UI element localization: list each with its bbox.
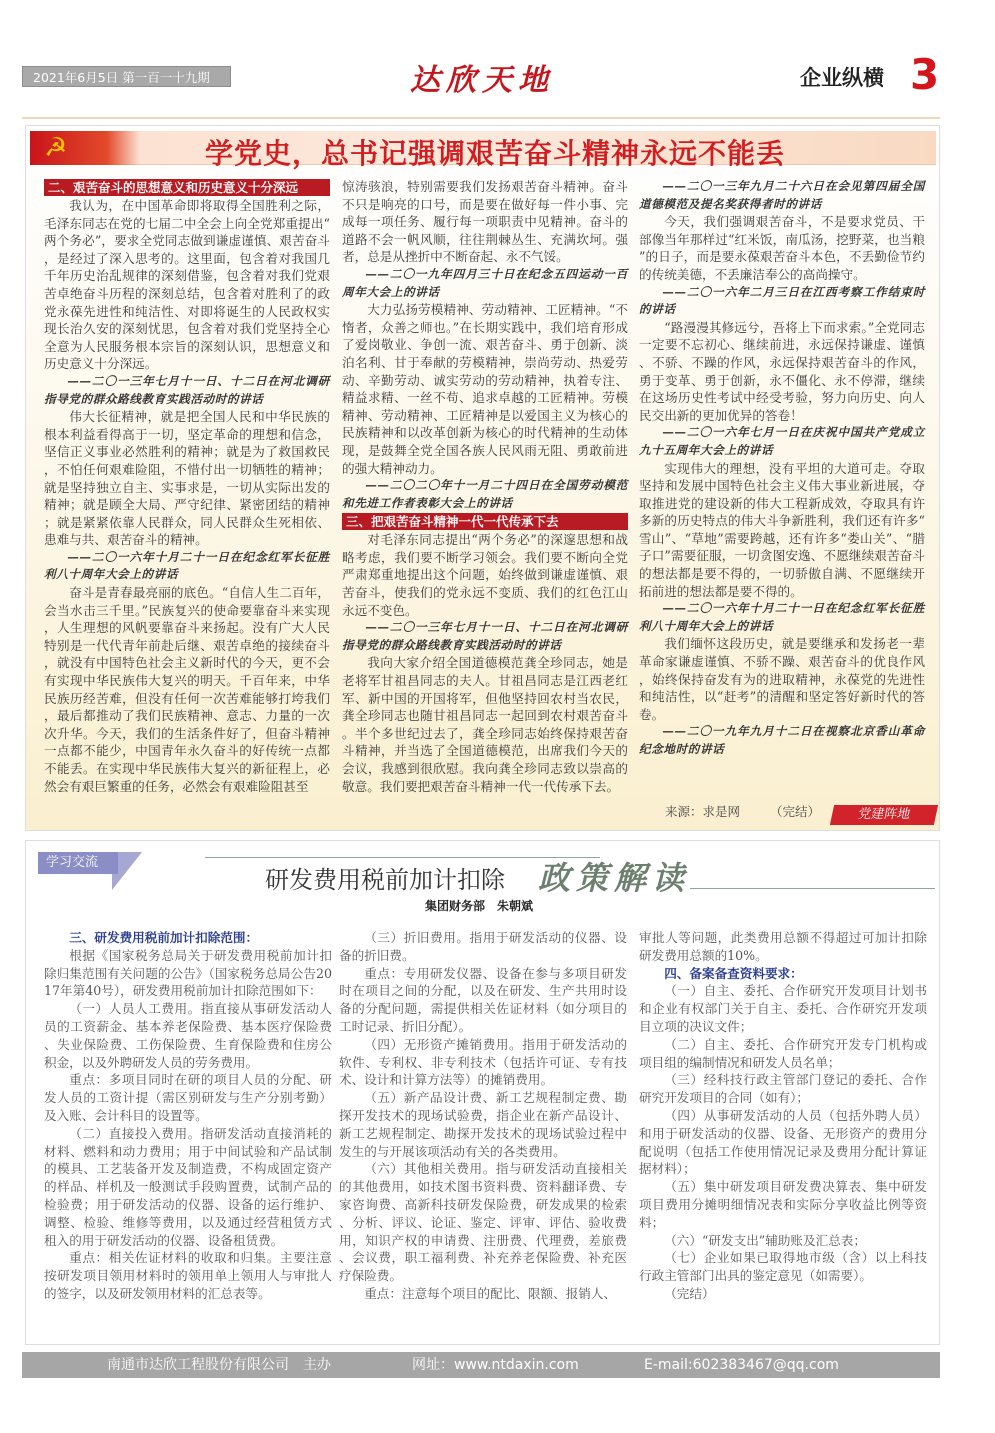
paragraph: 重点：注意每个项目的配比、限额、报销人、 (364, 1285, 617, 1301)
article-column-1 (44, 929, 332, 1303)
speech-source: ——二〇一三年九月二十六日在会见第四届全国道德模范及提名奖获得者时的讲话 (639, 179, 925, 211)
paragraph: 重点：相关佐证材料的收取和归集。主要注意按研发项目领用材料时的领用单上领用人与审批人的签字，以及研发领用材料的汇总表等。 (44, 1250, 332, 1301)
header-divider (22, 117, 940, 119)
paragraph: 奋斗是青春最亮丽的底色。“自信人生二百年，会当水击三千里。”民族复兴的使命要靠奋斗来实现，人生理想的风帆要靠奋斗来扬起。没有广大人民特别是一代代青年前赴后继、艰苦卓绝的接续奋斗，就没有中国特色社会主义新时代的今天，更不会有实现中华民族伟大复兴的明天。千百年来，中华民族历经苦难，但没有任何一次苦难能够打垮我们，最后都推动了我们民族精神、意志、力量的一次次升华。今天，我们的生活条件好了，但奋斗精神一点都不能少，中国青年永久奋斗的好传统一点都不能丢。在实现中华民族伟大复兴的新征程上，必然会有艰巨繁重的任务，必然会有艰难险阻甚至 (44, 585, 330, 794)
page-number: 3 (910, 50, 940, 99)
paragraph: （完结） (664, 1285, 715, 1301)
paragraph: （五）新产品设计费、新工艺规程制定费、勘探开发技术的现场试验费，指企业在新产品设计、新工艺规程制定、勘探开发技术的现场试验过程中发生的与开展该项活动有关的各类费用。 (339, 1090, 627, 1159)
speech-source: ——二〇一三年七月十一日、十二日在河北调研指导党的群众路线教育实践活动时的讲话 (44, 373, 330, 406)
paragraph: 大力弘扬劳模精神、劳动精神、工匠精神。“不惰者，众善之师也。”在长期实践中，我们培育形成了爱岗敬业、争创一流、艰苦奋斗、勇于创新、淡泊名利、甘于奉献的劳模精神，崇尚劳动、热爱劳动、辛勤劳动、诚实劳动的劳动精神，执着专注、精益求精、一丝不苟、追求卓越的工匠精神。劳模精神、劳动精神、工匠精神是以爱国主义为核心的民族精神和以改革创新为核心的时代精神的生动体现，是鼓舞全党全国各族人民风雨无阻、勇敢前进的强大精神动力。 (342, 302, 628, 476)
study-tag: 学习交流 (38, 852, 118, 874)
section-heading: 四、备案备查资料要求： (664, 965, 803, 981)
paragraph: （三）折旧费用。指用于研发活动的仪器、设备的折旧费。 (339, 930, 627, 963)
paragraph: （六）其他相关费用。指与研发活动直接相关的其他费用，如技术图书资料费、资料翻译费、专家咨询费、高新科技研发保险费，研发成果的检索、分析、评议、论证、鉴定、评审、评估、验收费用，知识产权的申请费、注册费、代理费，差旅费、会议费，职工福利费、补充养老保险费、补充医疗保险费。 (339, 1161, 627, 1284)
paragraph: “路漫漫其修远兮，吾将上下而求索。”全党同志一定要不忘初心、继续前进，永远保持谦虚、谨慎、不骄、不躁的作风，永远保持艰苦奋斗的作风，勇于变革、勇于创新，永不僵化、永不停滞，继续在这场历史性考试中经受考验，努力向历史、向人民交出新的更加优异的答卷！ (639, 319, 925, 423)
speech-source: ——二〇一三年七月十一日、十二日在河北调研指导党的群众路线教育实践活动时的讲话 (342, 620, 628, 652)
section-heading: 二、艰苦奋斗的思想意义和历史意义十分深远 (44, 179, 330, 196)
paragraph: 重点：多项目同时在研的项目人员的分配、研发人员的工资计提（需区别研发与生产分别考勤）及入账、会计科目的设置等。 (44, 1072, 332, 1123)
speech-source: ——二〇二〇年十一月二十四日在全国劳动模范和先进工作者表彰大会上的讲话 (342, 478, 628, 510)
footer-bar (22, 1352, 940, 1378)
paragraph: （三）经科技行政主管部门登记的委托、合作研究开发项目的合同（如有）； (639, 1072, 927, 1106)
article-column-3 (639, 178, 925, 759)
title-rule (690, 888, 935, 889)
paragraph: 对毛泽东同志提出“两个务必”的深邃思想和战略考虑，我们要不断学习领会。我们要不断向全党严肃郑重地提出这个问题，始终做到谦虚谨慎、艰苦奋斗，使我们的党永远不变质、我们的红色江山永远不变色。 (342, 532, 628, 618)
speech-source: ——二〇一九年四月三十日在纪念五四运动一百周年大会上的讲话 (342, 266, 628, 299)
article-source: 来源：求是网 (665, 804, 741, 819)
paragraph: 伟大长征精神，就是把全国人民和中华民族的根本利益看得高于一切，坚定革命的理想和信念，坚信正义事业必然胜利的精神；就是为了救国救民，不怕任何艰难险阻，不惜付出一切牺牲的精神；就是坚持独立自主、实事求是，一切从实际出发的精神；就是顾全大局、严守纪律、紧密团结的精神；就是紧紧依靠人民群众，同人民群众生死相依、患难与共、艰苦奋斗的精神。 (44, 409, 330, 548)
paragraph: （六）“研发支出”辅助账及汇总表； (664, 1232, 866, 1248)
masthead-logo: 达欣天地 (410, 63, 554, 98)
column-tag: 党建阵地 (830, 805, 938, 825)
speech-source: ——二〇一六年十月二十一日在纪念红军长征胜利八十周年大会上的讲话 (639, 601, 925, 633)
paragraph: （四）无形资产摊销费用。指用于研发活动的软件、专利权、非专利技术（包括许可证、专有技术、设计和计算方法等）的摊销费用。 (339, 1036, 627, 1088)
paragraph: 我向大家介绍全国道德模范龚全珍同志，她是老将军甘祖昌同志的夫人。甘祖昌同志是江西老红军、新中国的开国将军，但他坚持回农村当农民，龚全珍同志也随甘祖昌同志一起回到农村艰苦奋斗。半个多世纪过去了，龚全珍同志始终保持艰苦奋斗精神，并当选了全国道德模范，出席我们今天的会议，我感到很欣慰。我向龚全珍同志致以崇高的敬意。我们要把艰苦奋斗精神一代一代传承下去。 (342, 655, 628, 794)
paragraph: 惊涛骇浪，特别需要我们发扬艰苦奋斗精神。奋斗不只是响亮的口号，而是要在做好每一件小事、完成每一项任务、履行每一项职责中见精神。奋斗的道路不会一帆风顺，往往荆棘丛生、充满坎坷。强者，总是从挫折中不断奋起、永不气馁。 (342, 179, 628, 265)
paragraph: （二）直接投入费用。指研发活动直接消耗的材料、燃料和动力费用；用于中间试验和产品试制的模具、工艺装备开发及制造费，不构成固定资产的样品、样机及一般测试手段购置费，试制产品的检验费；用于研发活动的仪器、设备的运行维护、调整、检验、维修等费用，以及通过经营租赁方式租入的用于研发活动的仪器、设备租赁费。 (44, 1125, 332, 1248)
speech-source: ——二〇一九年九月十二日在视察北京香山革命纪念地时的讲话 (639, 724, 925, 756)
paragraph: （五）集中研发项目研发费决算表、集中研发项目费用分摊明细情况表和实际分享收益比例等资料； (639, 1179, 927, 1230)
article-column-2 (339, 929, 627, 1303)
paragraph: 我们缅怀这段历史，就是要继承和发扬老一辈革命家谦虚谨慎、不骄不躁、艰苦奋斗的优良作风，始终保持奋发有为的进取精神，永葆党的先进性和纯洁性，以“赶考”的清醒和坚定答好新时代的答卷。 (639, 636, 925, 722)
date-issue: 2021年6月5日 第一百一十九期 (22, 66, 231, 87)
speech-source: ——二〇一六年十月二十一日在纪念红军长征胜利八十周年大会上的讲话 (44, 549, 330, 582)
speech-source: ——二〇一六年七月一日在庆祝中国共产党成立九十五周年大会上的讲话 (639, 425, 925, 457)
party-emblem-icon: ☭ (30, 131, 140, 165)
paragraph: 实现伟大的理想，没有平坦的大道可走。夺取坚持和发展中国特色社会主义伟大事业新进展，夺取推进党的建设新的伟大工程新成效，夺取具有许多新的历史特点的伟大斗争新胜利，我们还有许多“雪山”、“草地”需要跨越，还有许多“娄山关”、“腊子口”需要征服，一切贪图安逸、不愿继续艰苦奋斗的想法都是要不得的，一切骄傲自满、不愿继续开拓前进的想法都是要不得的。 (639, 460, 925, 599)
footer-email[interactable]: E-mail:602383467@qq.com (644, 1357, 839, 1373)
paragraph: 我认为，在中国革命即将取得全国胜利之际，毛泽东同志在党的七届二中全会上向全党郑重提出“两个务必”，要求全党同志做到谦虚谨慎、艰苦奋斗，是经过了深入思考的。这里面，包含着对我国几千年历史治乱规律的深刻借鉴，包含着对我们党艰苦卓绝奋斗历程的深刻总结，包含着对胜利了的政党永葆先进性和纯洁性、对即将诞生的人民政权实现长治久安的深刻忧思，包含着对我们党坚持全心全意为人民服务根本宗旨的深刻认识，思想意义和历史意义十分深远。 (44, 198, 330, 372)
paragraph: （七）企业如果已取得地市级（含）以上科技行政主管部门出具的鉴定意见（如需要）。 (639, 1250, 927, 1284)
paragraph: 根据《国家税务总局关于研发费用税前加计扣除归集范围有关问题的公告》（国家税务总局公告2017年第40号），研发费用税前加计扣除范围如下： (44, 947, 332, 999)
footer-website[interactable]: 网址：www.ntdaxin.com (412, 1357, 579, 1373)
article-end-mark: （完结） (770, 804, 821, 819)
article-author: 集团财务部 朱朝斌 (425, 899, 534, 913)
paragraph: 审批人等问题，此类费用总额不得超过可加计扣除研发费用总额的10%。 (639, 930, 927, 963)
article-title: 学党史，总书记强调艰苦奋斗精神永远不能丢 (205, 137, 786, 170)
paragraph: 重点：专用研发仪器、设备在参与多项目研发时在项目之间的分配，以及在研发、生产共用时设备的分配问题，需提供相关佐证材料（如分项目的工时记录、折旧分配）。 (339, 965, 627, 1034)
paragraph: （一）人员人工费用。指直接从事研发活动人员的工资薪金、基本养老保险费、基本医疗保险费、失业保险费、工伤保险费、生育保险费和住房公积金，以及外聘研发人员的劳务费用。 (44, 1001, 332, 1070)
paragraph: （四）从事研发活动的人员（包括外聘人员）和用于研发活动的仪器、设备、无形资产的费用分配说明（包括工作使用情况记录及费用分配计算证据材料）； (639, 1107, 927, 1177)
title-art: 政策解读 (538, 859, 691, 897)
paragraph: （二）自主、委托、合作研究开发专门机构或项目组的编制情况和研发人员名单； (639, 1036, 927, 1070)
section-heading: 三、研发费用税前加计扣除范围： (69, 930, 259, 945)
article-column-1 (44, 178, 330, 795)
article-column-2 (342, 178, 628, 795)
section-heading: 三、把艰苦奋斗精神一代一代传承下去 (342, 513, 628, 530)
speech-source: ——二〇一六年二月三日在江西考察工作结束时的讲话 (639, 284, 925, 317)
footer-organizer: 南通市达欣工程股份有限公司 主办 (107, 1357, 331, 1373)
paragraph: （一）自主、委托、合作研究开发项目计划书和企业有权部门关于自主、委托、合作研究开发项目立项的决议文件； (639, 983, 927, 1034)
article-column-3 (639, 929, 927, 1303)
article-title: 研发费用税前加计扣除 (265, 866, 505, 894)
section-name: 企业纵横 (800, 65, 884, 90)
paragraph: 今天，我们强调艰苦奋斗，不是要求党员、干部像当年那样过“红米饭，南瓜汤，挖野菜，也当粮”的日子，而是要永葆艰苦奋斗本色，不丢勤俭节约的传统美德，不丢廉洁奉公的高尚操守。 (639, 214, 925, 282)
